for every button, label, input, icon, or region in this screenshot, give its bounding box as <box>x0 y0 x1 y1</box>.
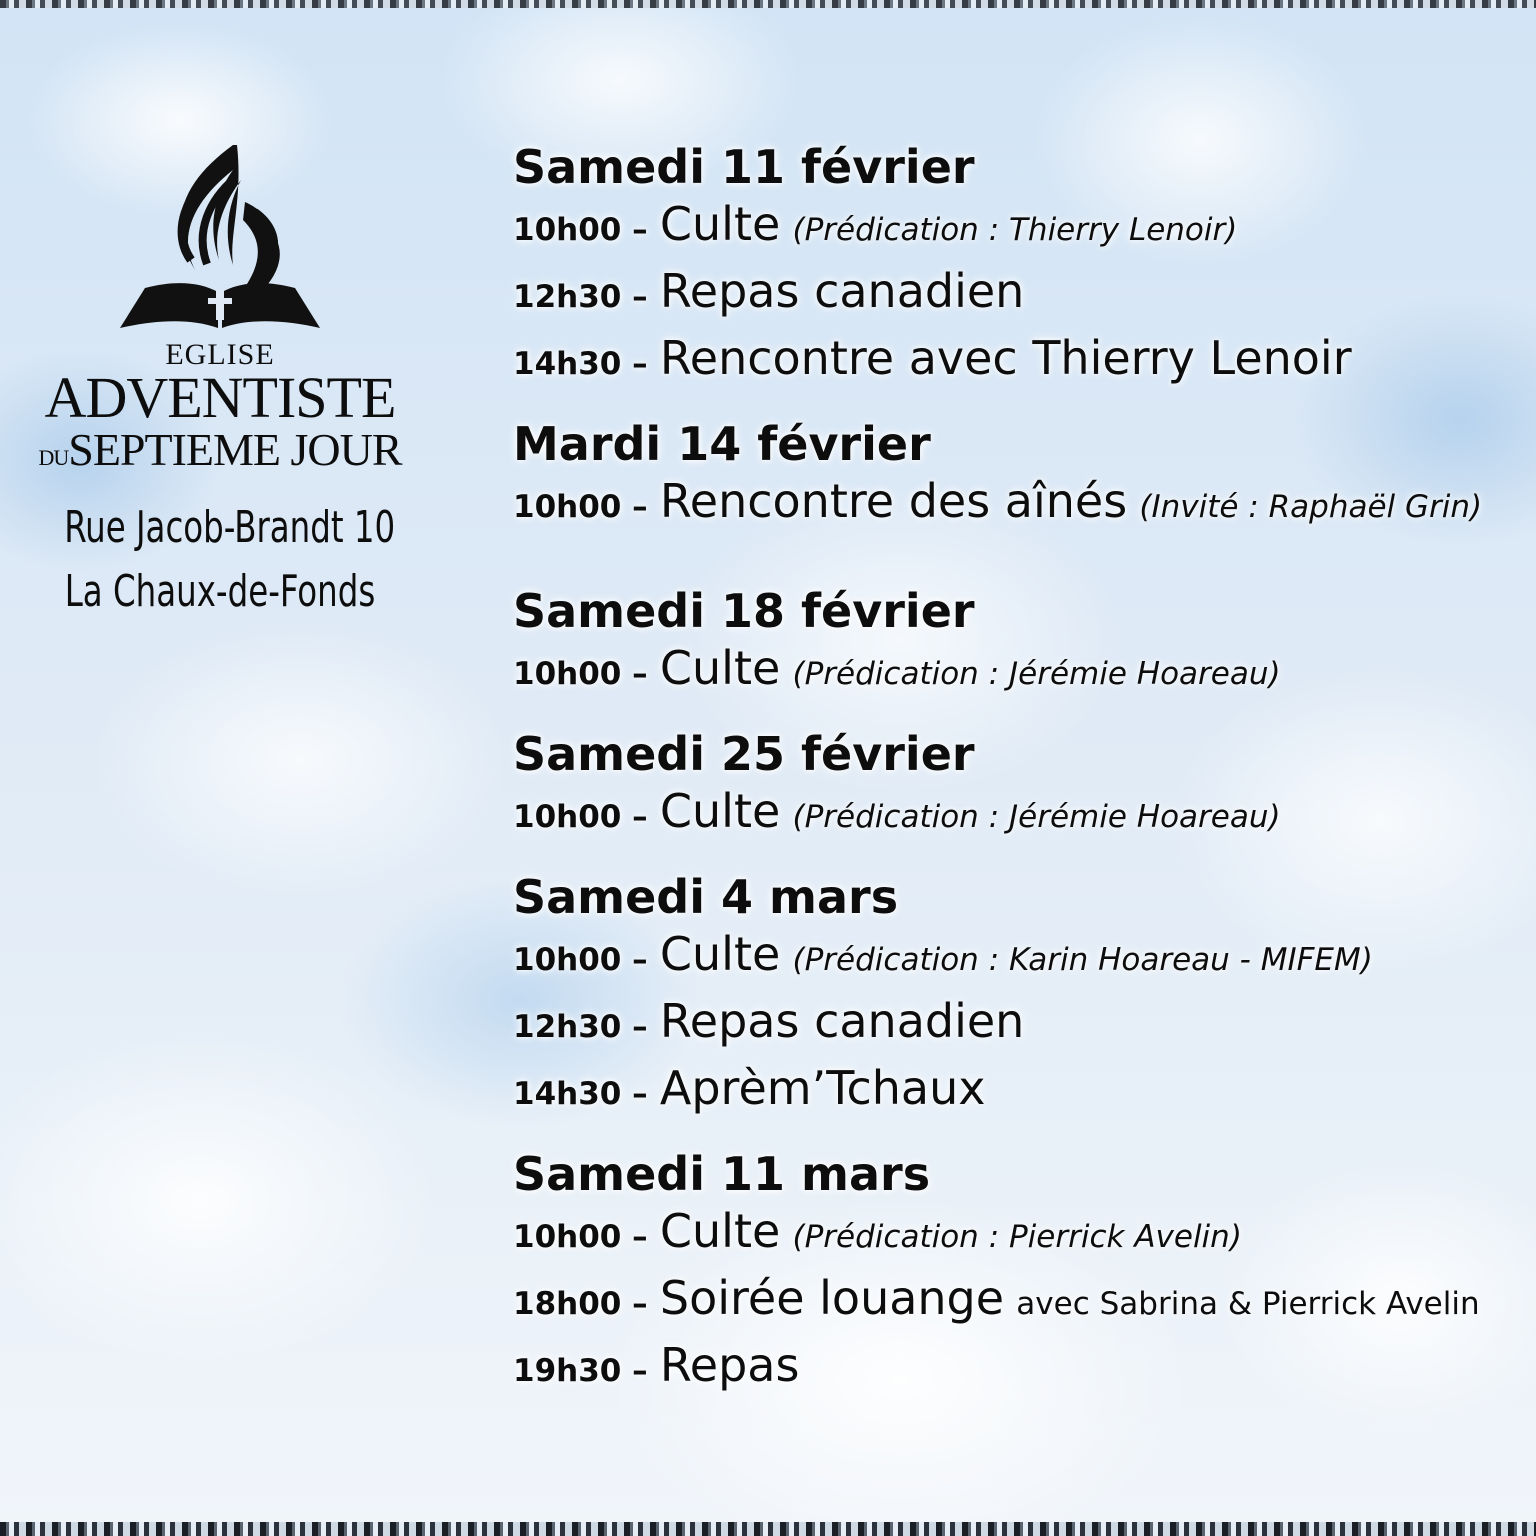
address-street: Rue Jacob-Brandt 10 <box>64 502 396 553</box>
event-title: Aprèm’Tchaux <box>659 1061 986 1115</box>
event-note: (Prédication : Karin Hoareau - MIFEM) <box>792 942 1373 978</box>
event-time: 18h00 – <box>513 1286 648 1322</box>
event-title: Repas <box>659 1338 800 1392</box>
event-row <box>513 991 1513 1058</box>
day-block <box>513 1147 1513 1402</box>
event-title: Rencontre des aînés <box>659 474 1128 528</box>
event-note: (Prédication : Jérémie Hoareau) <box>792 656 1281 692</box>
event-time: 10h00 – <box>513 942 648 978</box>
event-time: 10h00 – <box>513 212 648 248</box>
event-note: (Prédication : Jérémie Hoareau) <box>792 799 1281 835</box>
event-note: (Prédication : Thierry Lenoir) <box>792 212 1238 248</box>
church-name-line1: EGLISE <box>165 338 275 371</box>
day-title: Mardi 14 février <box>513 417 931 471</box>
day-block <box>513 417 1513 538</box>
church-name-du: DU <box>38 445 69 470</box>
event-title: Culte <box>659 641 781 695</box>
event-note: (Prédication : Pierrick Avelin) <box>792 1219 1242 1255</box>
event-time: 12h30 – <box>513 279 648 315</box>
event-row <box>513 328 1513 395</box>
day-block <box>513 870 1513 1125</box>
event-title: Repas canadien <box>659 994 1025 1048</box>
event-row <box>513 1058 1513 1125</box>
event-title: Rencontre avec Thierry Lenoir <box>659 331 1352 385</box>
event-time: 12h30 – <box>513 1009 648 1045</box>
event-row <box>513 1335 1513 1402</box>
day-title: Samedi 25 février <box>513 727 975 781</box>
frost-border-bottom <box>0 1522 1536 1536</box>
church-logo-block <box>30 140 410 624</box>
flame-bible-logo-icon <box>115 140 325 330</box>
schedule-list <box>513 140 1513 1424</box>
event-row <box>513 924 1513 991</box>
frost-border-top <box>0 0 1536 8</box>
day-block <box>513 140 1513 395</box>
event-note: (Invité : Raphaël Grin) <box>1139 489 1483 525</box>
event-time: 10h00 – <box>513 489 648 525</box>
event-time: 10h00 – <box>513 799 648 835</box>
event-title: Culte <box>659 784 781 838</box>
event-time: 14h30 – <box>513 1076 648 1112</box>
event-row <box>513 261 1513 328</box>
address-city: La Chaux-de-Fonds <box>64 566 376 617</box>
event-extra: avec Sabrina & Pierrick Avelin <box>1016 1286 1480 1322</box>
event-time: 10h00 – <box>513 656 648 692</box>
event-time: 19h30 – <box>513 1353 648 1389</box>
church-name-septieme: SEPTIEME JOUR <box>68 424 402 475</box>
day-title: Samedi 11 février <box>513 140 975 194</box>
day-title: Samedi 11 mars <box>513 1147 931 1201</box>
event-title: Culte <box>659 197 781 251</box>
event-row <box>513 194 1513 261</box>
event-time: 10h00 – <box>513 1219 648 1255</box>
event-row <box>513 471 1513 538</box>
event-row <box>513 638 1513 705</box>
event-row <box>513 1201 1513 1268</box>
event-time: 14h30 – <box>513 346 648 382</box>
event-row <box>513 1268 1513 1335</box>
event-title: Culte <box>659 1204 781 1258</box>
event-title: Culte <box>659 927 781 981</box>
event-title: Repas canadien <box>659 264 1025 318</box>
day-title: Samedi 18 février <box>513 584 975 638</box>
event-row <box>513 781 1513 848</box>
day-block <box>513 584 1513 705</box>
day-title: Samedi 4 mars <box>513 870 899 924</box>
event-title: Soirée louange <box>659 1271 1005 1325</box>
church-name-line2: ADVENTISTE <box>44 365 396 430</box>
church-name-line3 <box>30 426 410 482</box>
day-block <box>513 727 1513 848</box>
